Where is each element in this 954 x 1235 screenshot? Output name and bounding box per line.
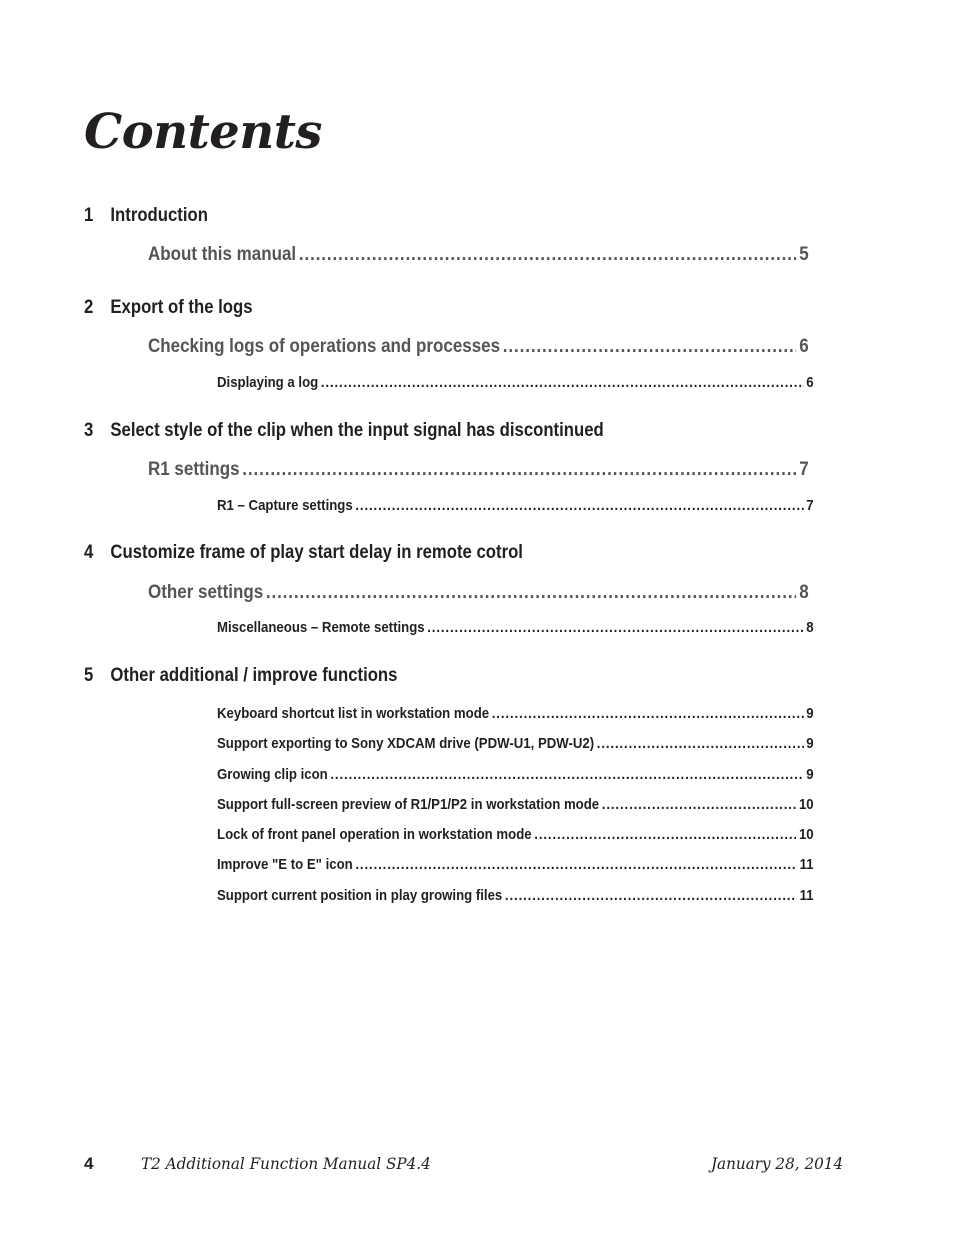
dot-leader — [505, 887, 797, 904]
footer-date: January 28, 2014 — [710, 1154, 843, 1173]
dot-leader — [602, 796, 797, 813]
chapter-title: Select style of the clip when the input signal has discontinued — [110, 420, 604, 441]
page-footer — [0, 1154, 954, 1178]
toc-entry-label: R1 – Capture settings — [217, 497, 353, 514]
toc-entry-page: 8 — [799, 582, 809, 603]
dot-leader — [355, 497, 803, 514]
dot-leader — [242, 459, 796, 481]
toc-entry-page: 10 — [798, 796, 814, 813]
chapter-number: 2 — [84, 297, 94, 318]
toc-entry-page: 8 — [806, 619, 814, 636]
toc-entry-label: Other settings — [148, 582, 264, 603]
toc-entry-page: 9 — [806, 766, 814, 783]
dot-leader — [534, 826, 796, 843]
toc-entry-label: About this manual — [148, 244, 297, 265]
toc-entry-current-position-growing-files[interactable] — [217, 887, 814, 904]
toc-entry-page: 11 — [799, 887, 814, 904]
toc-entry-label: Keyboard shortcut list in workstation mode — [217, 705, 490, 722]
toc-entry-full-screen-preview[interactable] — [217, 796, 814, 813]
toc-entry-checking-logs[interactable] — [148, 336, 809, 358]
dot-leader — [266, 582, 797, 604]
chapter-number: 3 — [84, 420, 94, 441]
toc-entry-label: Support current position in play growing files — [217, 887, 503, 904]
dot-leader — [597, 735, 804, 752]
toc-entry-r1-settings[interactable] — [148, 459, 809, 481]
footer-page-number: 4 — [84, 1154, 94, 1173]
toc-entry-label: Support exporting to Sony XDCAM drive (PDW-U1, PDW-U2) — [217, 735, 595, 752]
page-title: Contents — [84, 104, 322, 160]
toc-chapter-4[interactable] — [84, 542, 523, 564]
toc-entry-about-this-manual[interactable] — [148, 244, 809, 266]
toc-entry-label: Support full-screen preview of R1/P1/P2 in workstation mode — [217, 796, 600, 813]
toc-entry-page: 6 — [806, 374, 814, 391]
dot-leader — [427, 619, 803, 636]
toc-entry-page: 10 — [798, 826, 814, 843]
dot-leader — [321, 374, 804, 391]
toc-entry-label: Miscellaneous – Remote settings — [217, 619, 425, 636]
dot-leader — [503, 336, 797, 358]
toc-entry-label: Growing clip icon — [217, 766, 328, 783]
toc-entry-growing-clip-icon[interactable] — [217, 766, 814, 783]
dot-leader — [299, 244, 797, 266]
chapter-title: Customize frame of play start delay in remote cotrol — [110, 542, 523, 563]
toc-entry-page: 6 — [799, 336, 809, 357]
toc-entry-other-settings[interactable] — [148, 582, 809, 604]
toc-entry-page: 9 — [806, 705, 814, 722]
toc-entry-label: Lock of front panel operation in workstation mode — [217, 826, 532, 843]
chapter-title: Introduction — [110, 205, 208, 226]
toc-entry-keyboard-shortcut-list[interactable] — [217, 705, 814, 722]
chapter-number: 4 — [84, 542, 94, 563]
toc-entry-label: Improve "E to E" icon — [217, 856, 353, 873]
toc-entry-label: Checking logs of operations and processes — [148, 336, 501, 357]
toc-entry-page: 5 — [799, 244, 809, 265]
toc-entry-lock-front-panel[interactable] — [217, 826, 814, 843]
toc-entry-improve-e-to-e-icon[interactable] — [217, 856, 814, 873]
toc-chapter-1[interactable] — [84, 205, 208, 227]
toc-entry-miscellaneous-remote-settings[interactable] — [217, 619, 814, 636]
footer-document-title: T2 Additional Function Manual SP4.4 — [141, 1154, 431, 1173]
dot-leader — [330, 766, 803, 783]
toc-chapter-2[interactable] — [84, 297, 253, 319]
toc-entry-page: 9 — [806, 735, 814, 752]
toc-entry-label: R1 settings — [148, 459, 240, 480]
dot-leader — [492, 705, 804, 722]
chapter-title: Export of the logs — [110, 297, 253, 318]
toc-entry-page: 11 — [799, 856, 814, 873]
toc-entry-displaying-a-log[interactable] — [217, 374, 814, 391]
chapter-number: 1 — [84, 205, 94, 226]
toc-entry-page: 7 — [806, 497, 814, 514]
dot-leader — [355, 856, 797, 873]
toc-chapter-5[interactable] — [84, 665, 397, 687]
toc-entry-label: Displaying a log — [217, 374, 319, 391]
chapter-number: 5 — [84, 665, 94, 686]
toc-chapter-3[interactable] — [84, 420, 604, 442]
toc-entry-r1-capture-settings[interactable] — [217, 497, 814, 514]
toc-entry-sony-xdcam-export[interactable] — [217, 735, 814, 752]
chapter-title: Other additional / improve functions — [110, 665, 398, 686]
toc-entry-page: 7 — [799, 459, 809, 480]
